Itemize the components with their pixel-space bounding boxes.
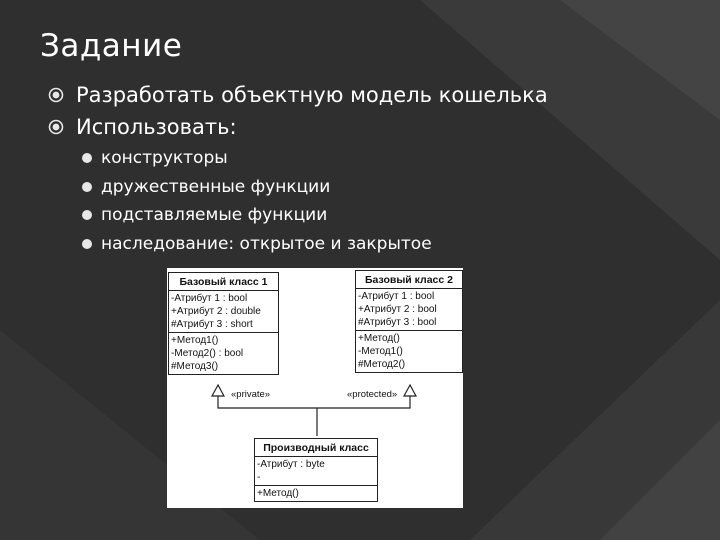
- stereotype-protected: «protected»: [347, 389, 398, 400]
- method: +Метод1(): [171, 335, 219, 346]
- attribute: +Атрибут 2 : double: [171, 306, 261, 317]
- method: #Метод2(): [358, 359, 406, 370]
- inheritance-arrow-icon: [404, 385, 416, 396]
- slide-title: Задание: [40, 28, 183, 64]
- class-methods: [356, 331, 462, 372]
- attribute: #Атрибут 3 : bool: [358, 317, 437, 328]
- stereotype-private: «private»: [231, 389, 271, 400]
- class-name: Производный класс: [255, 439, 377, 457]
- class-methods: [255, 486, 377, 501]
- sub-bullet-item: [82, 177, 330, 197]
- bullet-item: [48, 115, 237, 139]
- sub-bullet-text: дружественные функции: [101, 177, 331, 197]
- attribute: -Атрибут 1 : bool: [358, 291, 435, 302]
- method: +Метод(): [358, 333, 400, 344]
- dot-bullet-icon: [82, 153, 92, 163]
- class-methods: [169, 333, 278, 374]
- dot-bullet-icon: [82, 210, 92, 220]
- sub-bullet-item: [82, 148, 228, 168]
- uml-diagram: [167, 268, 463, 508]
- class-attributes: [169, 291, 278, 333]
- circle-bullet-icon: [48, 119, 64, 135]
- attribute: #Атрибут 3 : short: [171, 319, 253, 330]
- method: +Метод(): [257, 488, 299, 499]
- bullet-item: [48, 83, 548, 107]
- dot-bullet-icon: [82, 239, 92, 249]
- dot-bullet-icon: [82, 182, 92, 192]
- class-attributes: [255, 457, 377, 486]
- class-base1: [168, 272, 279, 375]
- attribute: -Атрибут 1 : bool: [171, 293, 248, 304]
- attribute: -Атрибут : byte: [257, 459, 325, 470]
- class-base2: [355, 270, 463, 373]
- sub-bullet-text: наследование: открытое и закрытое: [101, 234, 432, 254]
- class-name: Базовый класс 1: [169, 273, 278, 291]
- attribute: -: [257, 472, 261, 483]
- bullet-text: Разработать объектную модель кошелька: [76, 83, 548, 107]
- circle-bullet-icon: [48, 87, 64, 103]
- attribute: +Атрибут 2 : bool: [358, 304, 437, 315]
- inheritance-arrow-icon: [212, 385, 224, 396]
- bullet-text: Использовать:: [76, 115, 237, 139]
- sub-bullet-text: конструкторы: [101, 148, 228, 168]
- method: #Метод3(): [171, 361, 219, 372]
- class-derived: [254, 438, 378, 502]
- method: -Метод1(): [358, 346, 403, 357]
- sub-bullet-item: [82, 234, 432, 254]
- method: -Метод2() : bool: [171, 348, 244, 359]
- class-attributes: [356, 289, 462, 331]
- sub-bullet-item: [82, 205, 327, 225]
- sub-bullet-text: подставляемые функции: [101, 205, 328, 225]
- class-name: Базовый класс 2: [356, 271, 462, 289]
